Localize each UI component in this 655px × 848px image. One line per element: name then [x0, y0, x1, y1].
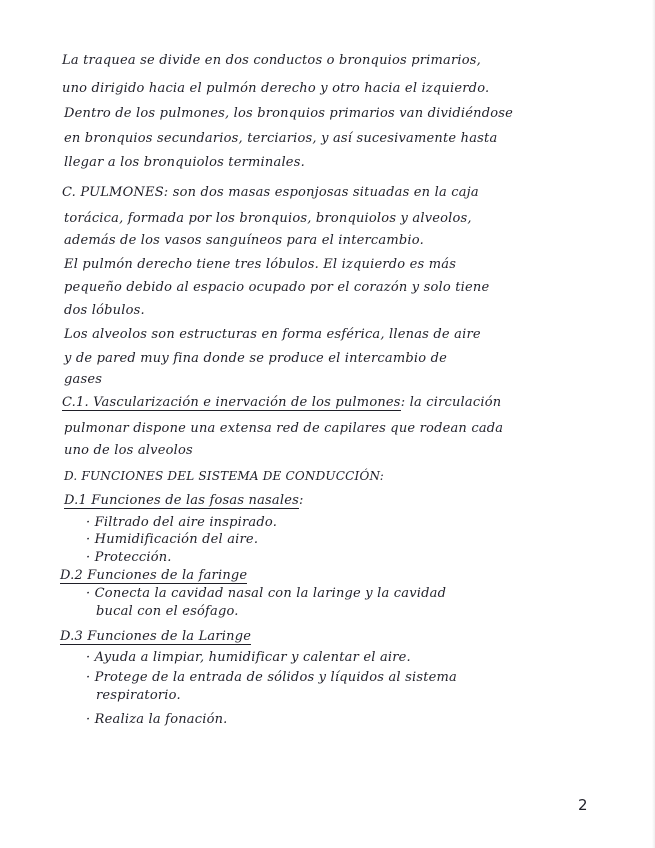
section-d2-title: D.2 Funciones de la faringe	[60, 568, 248, 583]
text-line: El pulmón derecho tiene tres lóbulos. El izquierdo es más	[64, 257, 457, 272]
text-line: uno de los alveolos	[64, 443, 193, 458]
list-item-continuation: bucal con el esófago.	[96, 604, 239, 619]
list-item: · Protege de la entrada de sólidos y líquidos al sistema	[86, 670, 458, 685]
section-d3-title: D.3 Funciones de la Laringe	[60, 629, 252, 644]
text-line: Los alveolos son estructuras en forma esférica, llenas de aire	[64, 327, 481, 342]
list-item-continuation: respiratorio.	[96, 688, 181, 703]
list-item: · Protección.	[86, 550, 172, 565]
list-item: · Realiza la fonación.	[86, 712, 228, 727]
text-line: dos lóbulos.	[64, 303, 145, 318]
list-item: · Conecta la cavidad nasal con la laringe y la cavidad	[86, 586, 447, 601]
list-item: · Ayuda a limpiar, humidificar y calentar el aire.	[86, 650, 411, 665]
section-d2-heading-line	[60, 568, 247, 584]
section-c-heading-line: C. PULMONES: son dos masas esponjosas situadas en la caja	[62, 185, 479, 200]
text-line: torácica, formada por los bronquios, bronquiolos y alveolos,	[64, 211, 472, 226]
section-d1-heading-line	[64, 493, 304, 509]
text-line: pulmonar dispone una extensa red de capilares que rodean cada	[64, 421, 504, 436]
text-line: uno dirigido hacia el pulmón derecho y otro hacia el izquierdo.	[62, 81, 490, 96]
text-line: en bronquios secundarios, terciarios, y así sucesivamente hasta	[64, 131, 498, 146]
text-line: y de pared muy fina donde se produce el intercambio de	[64, 351, 448, 366]
text-line: Dentro de los pulmones, los bronquios primarios van dividiéndose	[64, 106, 514, 121]
section-d-heading: D. FUNCIONES DEL SISTEMA DE CONDUCCIÓN:	[64, 469, 384, 483]
text-line: La traquea se divide en dos conductos o bronquios primarios,	[62, 53, 482, 68]
text-line: además de los vasos sanguíneos para el intercambio.	[64, 233, 424, 248]
section-d1-title: D.1 Funciones de las fosas nasales	[64, 493, 299, 508]
list-item: · Humidificación del aire.	[86, 532, 259, 547]
section-c1-colon: : la circulación	[400, 395, 502, 410]
text-line: llegar a los bronquiolos terminales.	[64, 155, 305, 170]
page-number: 2	[578, 796, 588, 814]
section-c1-heading-line	[62, 395, 501, 411]
section-d3-heading-line	[60, 629, 251, 645]
list-item: · Filtrado del aire inspirado.	[86, 515, 278, 530]
section-c1-title: C.1. Vascularización e inervación de los pulmones	[62, 395, 401, 410]
section-d1-colon: :	[299, 493, 304, 508]
text-line: gases	[64, 372, 103, 387]
text-line: pequeño debido al espacio ocupado por el corazón y solo tiene	[64, 280, 490, 295]
